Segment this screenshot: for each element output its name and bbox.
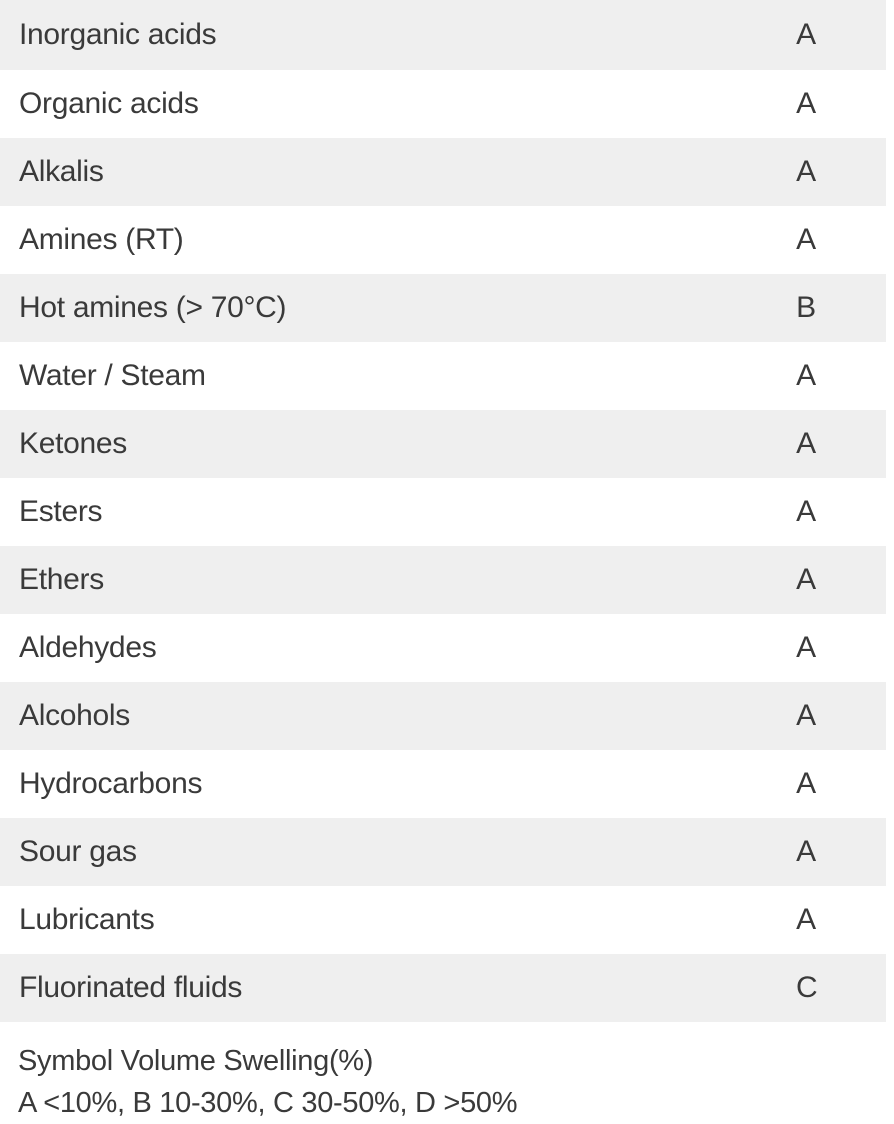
medium-label: Water / Steam <box>19 359 206 392</box>
table-row <box>0 818 886 886</box>
rating-value: B <box>796 291 816 324</box>
table-row <box>0 138 886 206</box>
table-row <box>0 274 886 342</box>
table-row <box>0 342 886 410</box>
rating-value: A <box>796 87 816 120</box>
medium-label: Ketones <box>19 427 127 460</box>
medium-label: Hydrocarbons <box>19 767 203 800</box>
rating-value: A <box>796 495 816 528</box>
rating-value: A <box>796 631 816 664</box>
swelling-legend <box>0 1022 894 1124</box>
medium-label: Organic acids <box>19 87 199 120</box>
medium-label: Aldehydes <box>19 631 157 664</box>
rating-value: A <box>796 903 816 936</box>
table-row <box>0 682 886 750</box>
rating-value: A <box>796 427 816 460</box>
medium-label: Lubricants <box>19 903 155 936</box>
table-row <box>0 546 886 614</box>
rating-value: A <box>796 699 816 732</box>
medium-label: Inorganic acids <box>19 18 217 51</box>
rating-value: C <box>796 971 818 1004</box>
table-row <box>0 886 886 954</box>
table-row <box>0 410 886 478</box>
table-row <box>0 954 886 1022</box>
medium-label: Hot amines (> 70°C) <box>19 291 287 324</box>
rating-value: A <box>796 18 816 51</box>
table-row <box>0 206 886 274</box>
table-row <box>0 0 886 70</box>
medium-label: Sour gas <box>19 835 137 868</box>
rating-value: A <box>796 767 816 800</box>
medium-label: Amines (RT) <box>19 223 184 256</box>
table-row <box>0 478 886 546</box>
table-row <box>0 614 886 682</box>
rating-value: A <box>796 359 816 392</box>
medium-label: Alcohols <box>19 699 130 732</box>
medium-label: Esters <box>19 495 103 528</box>
medium-label: Ethers <box>19 563 104 596</box>
rating-value: A <box>796 223 816 256</box>
legend-title: Symbol Volume Swelling(%) <box>18 1045 374 1077</box>
medium-label: Fluorinated fluids <box>19 971 243 1004</box>
rating-value: A <box>796 835 816 868</box>
table-row <box>0 750 886 818</box>
medium-label: Alkalis <box>19 155 104 188</box>
table-row <box>0 70 886 138</box>
rating-value: A <box>796 155 816 188</box>
legend-scale: A <10%, B 10-30%, C 30-50%, D >50% <box>18 1087 518 1119</box>
rating-value: A <box>796 563 816 596</box>
